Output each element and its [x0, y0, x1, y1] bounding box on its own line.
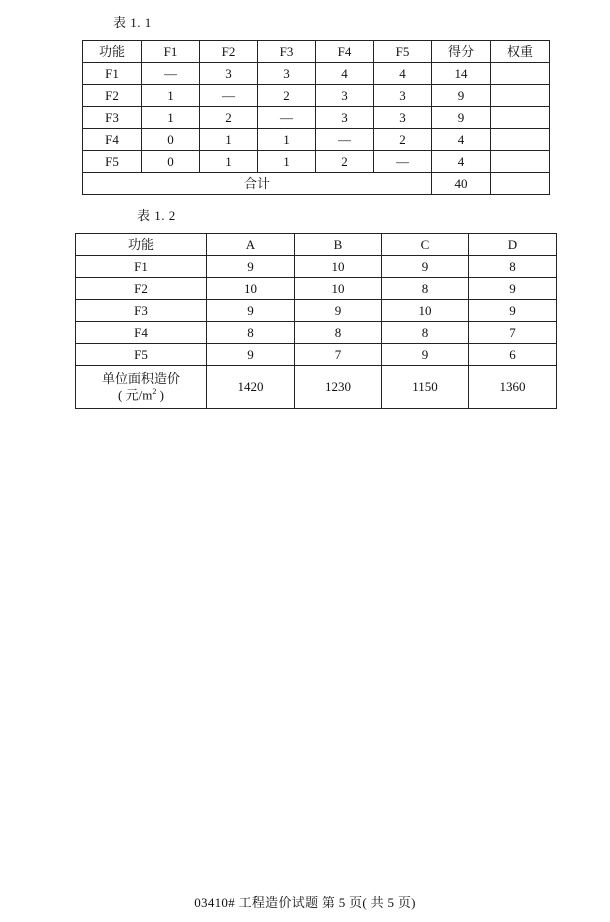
- function-scoring-table: [82, 40, 550, 195]
- table-cell: 1: [200, 151, 258, 173]
- table-cell: [491, 63, 550, 85]
- table-cell: 2: [316, 151, 374, 173]
- cost-row: [76, 366, 557, 409]
- table-cell: 7: [295, 344, 382, 366]
- table-cell: 4: [316, 63, 374, 85]
- table-row: [83, 107, 550, 129]
- table-row: [76, 322, 557, 344]
- table-cell: F2: [76, 278, 207, 300]
- table-cell: [491, 85, 550, 107]
- cost-value: 1420: [207, 366, 295, 409]
- cost-label-line1: 单位面积造价: [101, 371, 180, 387]
- table-row: [76, 278, 557, 300]
- scheme-scoring-table: [75, 233, 557, 409]
- table-cell: —: [258, 107, 316, 129]
- header-cell: C: [382, 234, 469, 256]
- table-cell: —: [142, 63, 200, 85]
- table-row: [83, 151, 550, 173]
- cost-value: 1230: [295, 366, 382, 409]
- table-cell: 10: [295, 278, 382, 300]
- table-cell: 3: [200, 63, 258, 85]
- table-cell: 1: [142, 85, 200, 107]
- table-cell: 10: [207, 278, 295, 300]
- table-cell: 7: [469, 322, 557, 344]
- table1-caption: 表 1. 1: [113, 15, 152, 30]
- header-cell: 功能: [76, 234, 207, 256]
- table-cell: 4: [374, 63, 432, 85]
- table-cell: 9: [382, 344, 469, 366]
- table2-header-row: [76, 234, 557, 256]
- table-cell: 1: [142, 107, 200, 129]
- header-cell: 权重: [491, 41, 550, 63]
- table-cell: 8: [469, 256, 557, 278]
- cost-label-line2: [76, 387, 206, 403]
- table-cell: 9: [207, 300, 295, 322]
- table-cell: [491, 129, 550, 151]
- page-footer: 03410# 工程造价试题 第 5 页( 共 5 页): [194, 895, 416, 910]
- table-cell: 1: [258, 151, 316, 173]
- table-cell: 8: [295, 322, 382, 344]
- cost-unit-superscript: 2: [152, 386, 157, 396]
- table-cell: 9: [295, 300, 382, 322]
- total-label: 合计: [83, 173, 432, 195]
- table-cell: 4: [432, 151, 491, 173]
- table-cell: F1: [76, 256, 207, 278]
- table-cell: 10: [382, 300, 469, 322]
- cost-unit-text: ( 元/m: [118, 387, 153, 403]
- table-cell: 9: [207, 256, 295, 278]
- table-cell: F3: [83, 107, 142, 129]
- table-cell: 9: [207, 344, 295, 366]
- header-cell: F2: [200, 41, 258, 63]
- header-cell: B: [295, 234, 382, 256]
- table-cell: 1: [258, 129, 316, 151]
- table-cell: 9: [469, 300, 557, 322]
- table-row: [76, 300, 557, 322]
- table-cell: F1: [83, 63, 142, 85]
- table1-header-row: [83, 41, 550, 63]
- table-cell: F5: [83, 151, 142, 173]
- table-cell: F2: [83, 85, 142, 107]
- table-cell: —: [200, 85, 258, 107]
- table-cell: —: [374, 151, 432, 173]
- cost-unit-close: ): [156, 387, 164, 403]
- cost-value: 1360: [469, 366, 557, 409]
- table-cell: 9: [469, 278, 557, 300]
- table-cell: 10: [295, 256, 382, 278]
- cost-value: 1150: [382, 366, 469, 409]
- table-cell: 3: [258, 63, 316, 85]
- table-cell: 1: [200, 129, 258, 151]
- header-cell: 得分: [432, 41, 491, 63]
- table-cell: 3: [374, 85, 432, 107]
- table-cell: 8: [382, 278, 469, 300]
- table-row: [83, 85, 550, 107]
- table-cell: —: [316, 129, 374, 151]
- table-cell: [491, 151, 550, 173]
- total-weight: [491, 173, 550, 195]
- header-cell: F3: [258, 41, 316, 63]
- table-cell: 2: [200, 107, 258, 129]
- table-row: [83, 63, 550, 85]
- table-cell: 8: [207, 322, 295, 344]
- table-cell: F3: [76, 300, 207, 322]
- header-cell: D: [469, 234, 557, 256]
- table-cell: 2: [258, 85, 316, 107]
- header-cell: F1: [142, 41, 200, 63]
- table-row: [76, 256, 557, 278]
- total-score: 40: [432, 173, 491, 195]
- table-cell: F5: [76, 344, 207, 366]
- table-cell: F4: [83, 129, 142, 151]
- table-cell: 8: [382, 322, 469, 344]
- header-cell: 功能: [83, 41, 142, 63]
- header-cell: A: [207, 234, 295, 256]
- header-cell: F5: [374, 41, 432, 63]
- table-cell: 9: [432, 107, 491, 129]
- table-row: [76, 344, 557, 366]
- header-cell: F4: [316, 41, 374, 63]
- table-cell: F4: [76, 322, 207, 344]
- table1-total-row: [83, 173, 550, 195]
- cost-label-cell: [76, 366, 207, 409]
- table-cell: 3: [374, 107, 432, 129]
- table-cell: 0: [142, 151, 200, 173]
- table-cell: 4: [432, 129, 491, 151]
- table-cell: 3: [316, 107, 374, 129]
- table-cell: 9: [432, 85, 491, 107]
- table-cell: 0: [142, 129, 200, 151]
- table-cell: 2: [374, 129, 432, 151]
- table2-caption: 表 1. 2: [137, 208, 176, 223]
- table-cell: 3: [316, 85, 374, 107]
- table-cell: [491, 107, 550, 129]
- table-row: [83, 129, 550, 151]
- table-cell: 14: [432, 63, 491, 85]
- table-cell: 6: [469, 344, 557, 366]
- table-cell: 9: [382, 256, 469, 278]
